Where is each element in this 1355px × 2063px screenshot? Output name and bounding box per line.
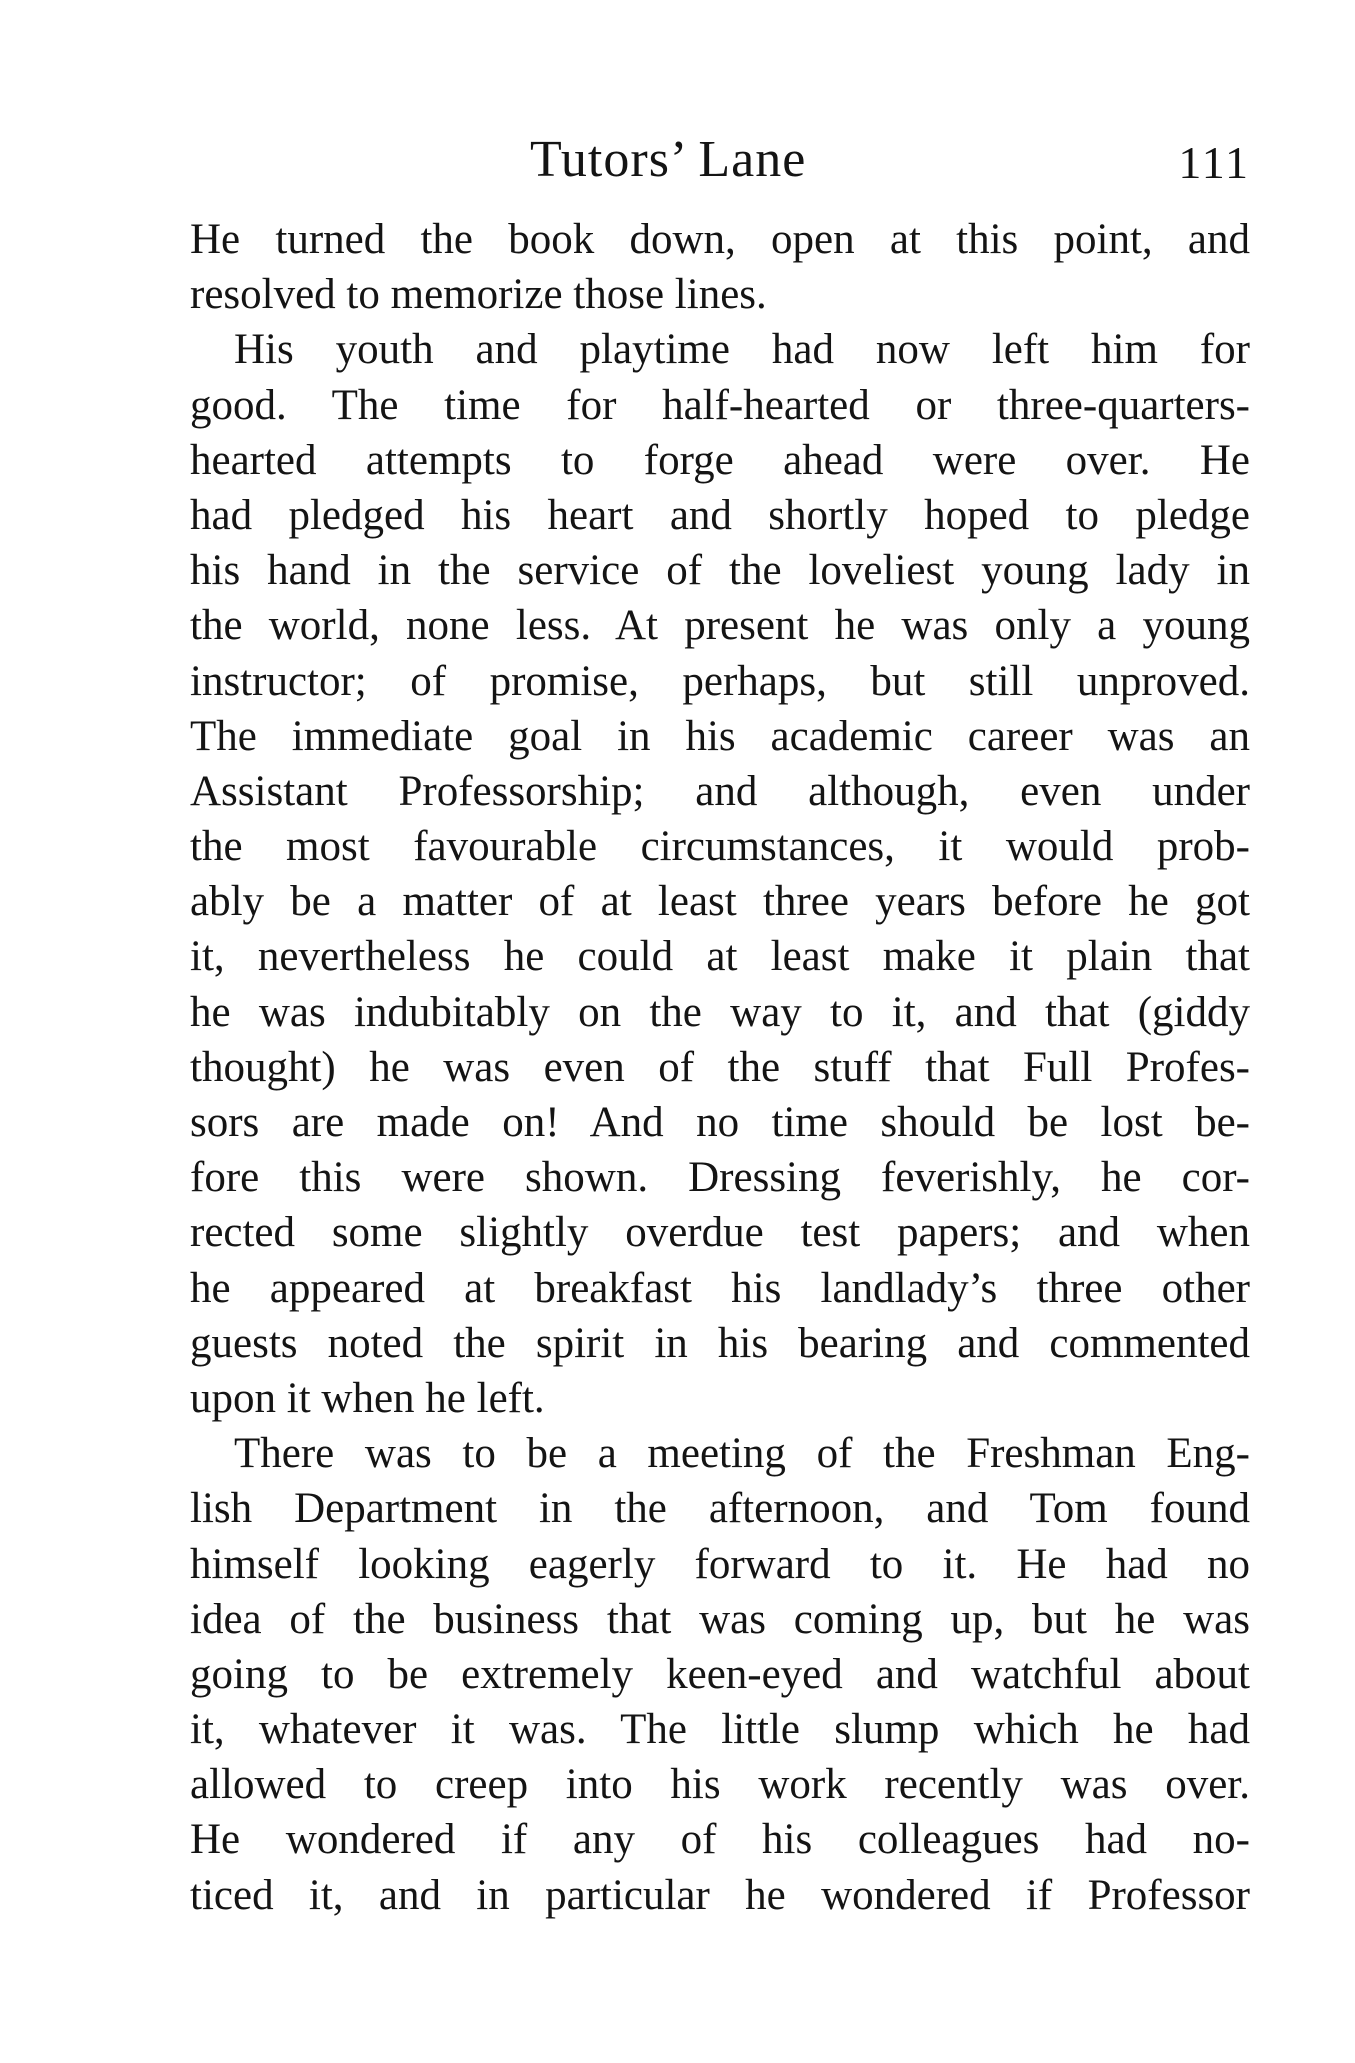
text-line: himself looking eagerly forward to it. He had no (190, 1540, 1250, 1588)
text-line: he was indubitably on the way to it, and that (giddy (190, 988, 1250, 1036)
text-line: Assistant Professorship; and although, even under (190, 767, 1250, 815)
text-line: he appeared at breakfast his landlady’s three other (190, 1264, 1250, 1312)
text-line: allowed to creep into his work recently was over. (190, 1761, 1250, 1809)
running-title: Tutors’ Lane (530, 131, 807, 188)
text-line: idea of the business that was coming up, but he was (190, 1595, 1250, 1643)
text-line: ticed it, and in particular he wondered if Professor (190, 1871, 1250, 1919)
text-line: He wondered if any of his colleagues had no- (190, 1816, 1250, 1864)
text-line: upon it when he left. (190, 1374, 545, 1422)
text-line: lish Department in the afternoon, and Tom found (190, 1485, 1250, 1533)
body-text (190, 212, 1250, 1923)
text-line: it, nevertheless he could at least make it plain that (190, 933, 1250, 981)
text-line: The immediate goal in his academic career was an (190, 712, 1250, 760)
text-line: His youth and playtime had now left him for (234, 326, 1250, 374)
text-line: guests noted the spirit in his bearing and commented (190, 1319, 1250, 1367)
text-line: instructor; of promise, perhaps, but still unproved. (190, 657, 1250, 705)
text-line: the world, none less. At present he was only a young (190, 602, 1250, 650)
text-line: it, whatever it was. The little slump which he had (190, 1706, 1250, 1754)
text-line: sors are made on! And no time should be lost be- (190, 1099, 1250, 1146)
text-line: thought) he was even of the stuff that Full Profes- (190, 1043, 1250, 1091)
text-line: the most favourable circumstances, it would prob- (190, 823, 1250, 871)
text-line: his hand in the service of the loveliest young lady in (190, 547, 1250, 595)
page-number: 111 (1178, 137, 1250, 188)
text-line: He turned the book down, open at this point, and (190, 216, 1250, 263)
page-header (190, 130, 1250, 190)
text-line: good. The time for half-hearted or three-quarters- (190, 381, 1250, 429)
text-line: ably be a matter of at least three years before he got (190, 878, 1250, 926)
text-line: hearted attempts to forge ahead were over. He (190, 436, 1250, 484)
text-line: going to be extremely keen-eyed and watchful about (190, 1650, 1250, 1698)
text-line: There was to be a meeting of the Freshman Eng- (234, 1430, 1250, 1478)
text-line: fore this were shown. Dressing feverishly, he cor- (190, 1154, 1250, 1202)
text-line: rected some slightly overdue test papers; and when (190, 1209, 1250, 1257)
text-line: had pledged his heart and shortly hoped to pledge (190, 491, 1250, 539)
text-line: resolved to memorize those lines. (190, 271, 767, 319)
